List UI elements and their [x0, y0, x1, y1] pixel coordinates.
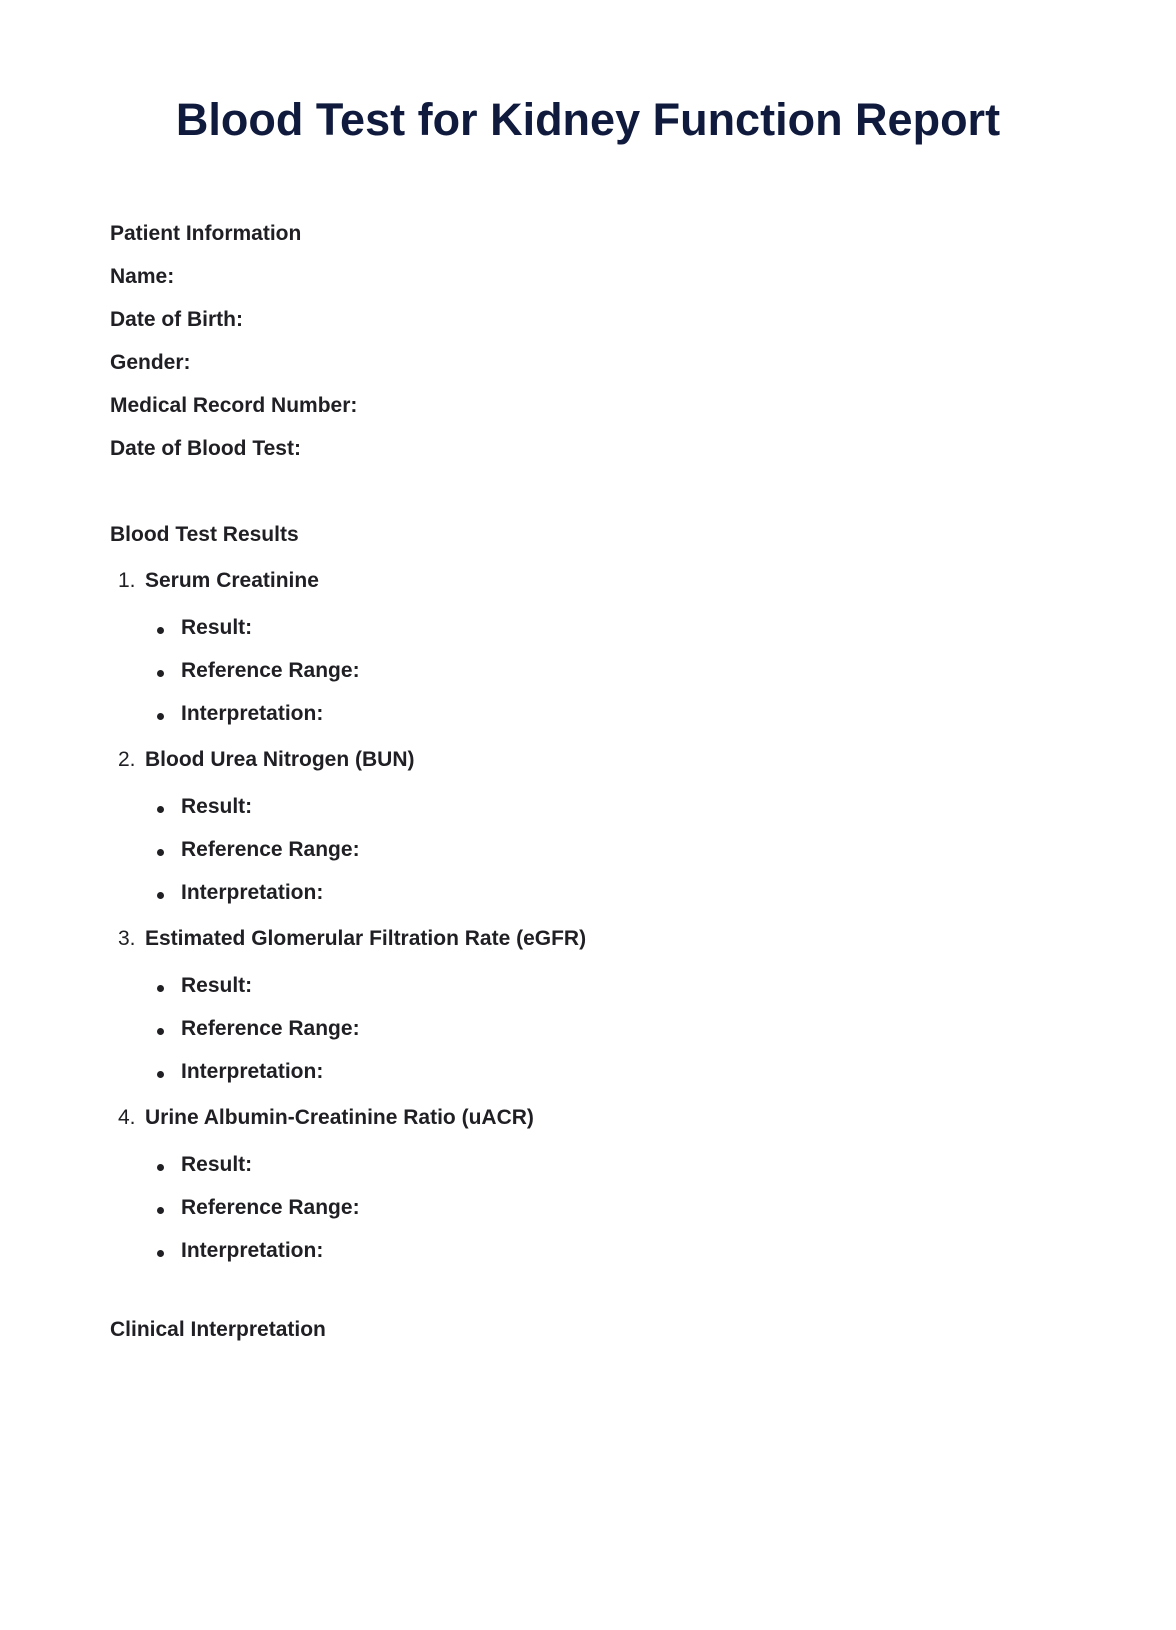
reference-range-label: Reference Range:: [181, 838, 360, 861]
bullet-icon: [157, 627, 164, 634]
bullet-icon: [157, 849, 164, 856]
bullet-icon: [157, 892, 164, 899]
clinical-interpretation-heading: Clinical Interpretation: [110, 1318, 326, 1341]
result-label: Result:: [181, 616, 253, 639]
list-number: 4.: [118, 1106, 136, 1129]
list-number: 2.: [118, 748, 136, 771]
test-date-label: Date of Blood Test:: [110, 437, 301, 460]
gender-label: Gender:: [110, 351, 191, 374]
patient-info-heading: Patient Information: [110, 222, 302, 245]
result-label: Result:: [181, 795, 253, 818]
result-label: Result:: [181, 1153, 253, 1176]
reference-range-label: Reference Range:: [181, 1017, 360, 1040]
bullet-icon: [157, 806, 164, 813]
test-name: Serum Creatinine: [145, 569, 319, 592]
bullet-icon: [157, 670, 164, 677]
bullet-icon: [157, 1164, 164, 1171]
interpretation-label: Interpretation:: [181, 702, 324, 725]
results-heading: Blood Test Results: [110, 523, 299, 546]
bullet-icon: [157, 985, 164, 992]
test-name: Estimated Glomerular Filtration Rate (eGFR): [145, 927, 587, 950]
result-label: Result:: [181, 974, 253, 997]
bullet-icon: [157, 1071, 164, 1078]
interpretation-label: Interpretation:: [181, 1239, 324, 1262]
reference-range-label: Reference Range:: [181, 659, 360, 682]
mrn-label: Medical Record Number:: [110, 394, 358, 417]
bullet-icon: [157, 713, 164, 720]
test-name: Urine Albumin-Creatinine Ratio (uACR): [145, 1106, 534, 1129]
interpretation-label: Interpretation:: [181, 1060, 324, 1083]
reference-range-label: Reference Range:: [181, 1196, 360, 1219]
test-name: Blood Urea Nitrogen (BUN): [145, 748, 415, 771]
interpretation-label: Interpretation:: [181, 881, 324, 904]
bullet-icon: [157, 1028, 164, 1035]
bullet-icon: [157, 1207, 164, 1214]
report-title: Blood Test for Kidney Function Report: [175, 94, 1001, 145]
bullet-icon: [157, 1250, 164, 1257]
name-label: Name:: [110, 265, 175, 288]
dob-label: Date of Birth:: [110, 308, 243, 331]
list-number: 3.: [118, 927, 136, 950]
list-number: 1.: [118, 569, 136, 592]
